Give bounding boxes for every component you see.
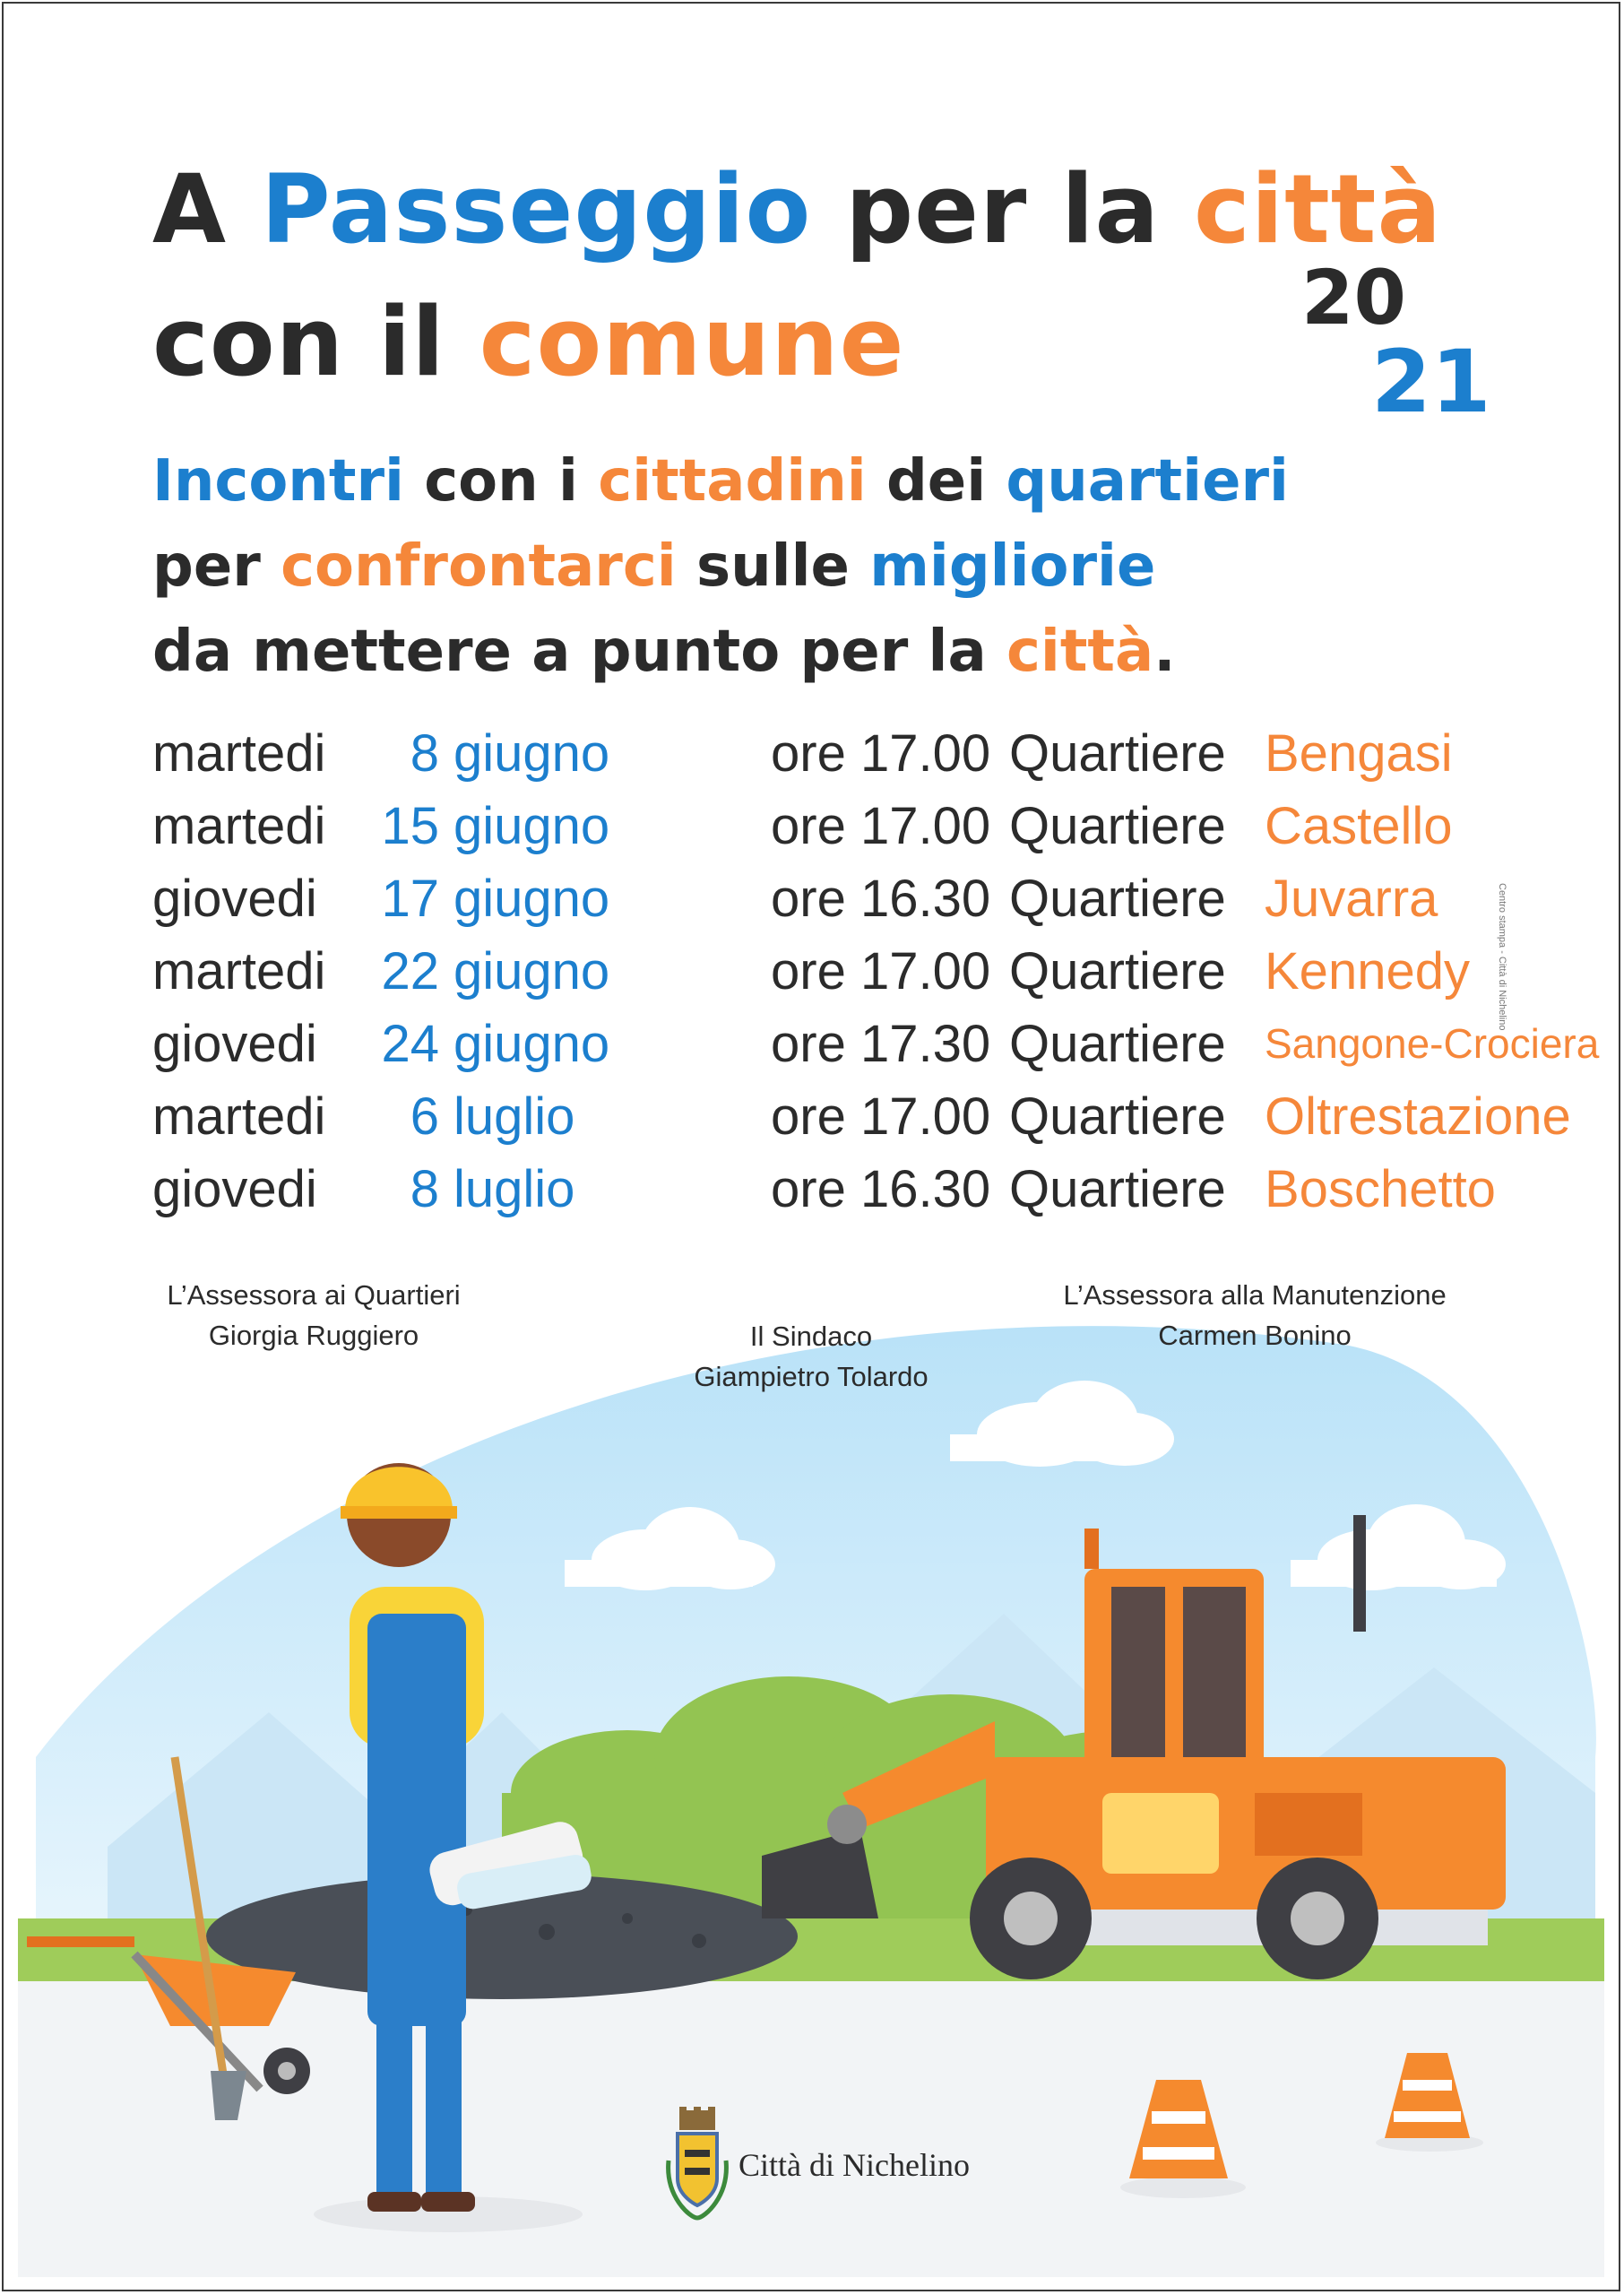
headline-line-1 (152, 143, 1479, 276)
schedule-time: ore 16.30 (771, 1160, 991, 1218)
schedule-day-number: 15 (381, 797, 439, 855)
schedule-label: Quartiere (1009, 724, 1226, 783)
headline-word: Passeggio (260, 154, 812, 264)
city-name: Città di Nichelino (739, 2147, 970, 2183)
schedule-date (358, 790, 771, 862)
city-logo (663, 2107, 970, 2223)
schedule-district: Oltrestazione (1265, 1087, 1571, 1146)
schedule-label: Quartiere (1009, 1015, 1226, 1073)
schedule-month: luglio (454, 1087, 575, 1146)
coat-of-arms-icon (663, 2107, 731, 2223)
schedule-day-number: 8 (410, 724, 439, 783)
schedule-time: ore 17.00 (771, 1087, 991, 1146)
schedule-label: Quartiere (1009, 797, 1226, 855)
schedule-date (358, 1153, 771, 1225)
intro-word: . (1153, 619, 1176, 685)
schedule-time: ore 17.30 (771, 1015, 991, 1073)
schedule-row (152, 790, 1599, 862)
schedule-date (358, 935, 771, 1008)
schedule-row (152, 1080, 1599, 1153)
schedule-label: Quartiere (1009, 1160, 1226, 1218)
schedule-date (358, 1080, 771, 1153)
schedule-row (152, 1008, 1599, 1080)
intro-word: dei (866, 448, 1006, 515)
signer-name: Carmen Bonino (1158, 1320, 1352, 1351)
schedule-label: Quartiere (1009, 942, 1226, 1000)
poster-headline (152, 143, 1479, 409)
schedule-district: Sangone-Crociera (1265, 1020, 1600, 1067)
schedule-time: ore 17.00 (771, 942, 991, 1000)
intro-word: migliorie (869, 533, 1156, 600)
schedule-row (152, 935, 1599, 1008)
schedule-day-number: 22 (381, 942, 439, 1000)
schedule-day: martedi (152, 942, 326, 1000)
headline-word: per la (811, 154, 1194, 264)
intro-word: quartieri (1006, 448, 1289, 515)
intro-line-3 (152, 610, 1497, 695)
intro-word: da mettere a punto per la (152, 619, 1006, 685)
schedule-day: giovedi (152, 1160, 317, 1218)
schedule-day: martedi (152, 1087, 326, 1146)
schedule-label: Quartiere (1009, 1087, 1226, 1146)
schedule-month: giugno (454, 724, 610, 783)
intro-line-1 (152, 439, 1497, 524)
schedule-date (358, 862, 771, 935)
schedule-district: Boschetto (1265, 1160, 1496, 1218)
schedule-day-number: 17 (381, 870, 439, 928)
headline-word: A (152, 154, 261, 264)
signer-name: Giorgia Ruggiero (208, 1320, 419, 1351)
schedule-district: Bengasi (1265, 724, 1453, 783)
schedule-month: giugno (454, 870, 610, 928)
year-top: 20 (1301, 254, 1406, 342)
schedule-label: Quartiere (1009, 870, 1226, 928)
schedule-month: giugno (454, 1015, 610, 1073)
intro-line-2 (152, 524, 1497, 610)
schedule-time: ore 16.30 (771, 870, 991, 928)
schedule-district: Juvarra (1265, 870, 1438, 928)
signer-left (134, 1275, 493, 1355)
signer-right (1022, 1275, 1488, 1355)
signer-role: L’Assessora ai Quartieri (167, 1279, 461, 1311)
schedule-row (152, 1153, 1599, 1225)
headline-word: con il (152, 287, 479, 397)
headline-word: comune (479, 287, 905, 397)
schedule-day-number: 6 (410, 1087, 439, 1146)
headline-word: città (1193, 154, 1442, 264)
intro-word: cittadini (598, 448, 867, 515)
schedule-time: ore 17.00 (771, 724, 991, 783)
headline-line-2 (152, 276, 1479, 409)
schedule-date (358, 1008, 771, 1080)
schedule-district: Castello (1265, 797, 1453, 855)
schedule-day: giovedi (152, 870, 317, 928)
schedule-day: giovedi (152, 1015, 317, 1073)
signer-role: Il Sindaco (749, 1321, 873, 1352)
intro-word: città (1006, 619, 1154, 685)
schedule-day-number: 8 (410, 1160, 439, 1218)
schedule-time: ore 17.00 (771, 797, 991, 855)
schedule-date (358, 717, 771, 790)
signer-role: L’Assessora alla Manutenzione (1063, 1279, 1447, 1311)
print-credit: Centro stampa - Città di Nichelino (1497, 883, 1507, 1031)
signer-name: Giampietro Tolardo (694, 1361, 929, 1392)
schedule-month: giugno (454, 942, 610, 1000)
intro-word: per (152, 533, 281, 600)
schedule-row (152, 862, 1599, 935)
year-bottom: 21 (1371, 332, 1491, 432)
intro-word: con i (403, 448, 599, 515)
schedule-month: giugno (454, 797, 610, 855)
intro-word: Incontri (152, 448, 404, 515)
intro-text (152, 439, 1497, 695)
meeting-schedule (152, 717, 1599, 1225)
schedule-day: martedi (152, 797, 326, 855)
schedule-month: luglio (454, 1160, 575, 1218)
intro-word: confrontarci (281, 533, 677, 600)
intro-word: sulle (676, 533, 870, 600)
schedule-district: Kennedy (1265, 942, 1470, 1000)
signer-center (632, 1316, 990, 1397)
schedule-row (152, 717, 1599, 790)
schedule-day: martedi (152, 724, 326, 783)
schedule-day-number: 24 (381, 1015, 439, 1073)
